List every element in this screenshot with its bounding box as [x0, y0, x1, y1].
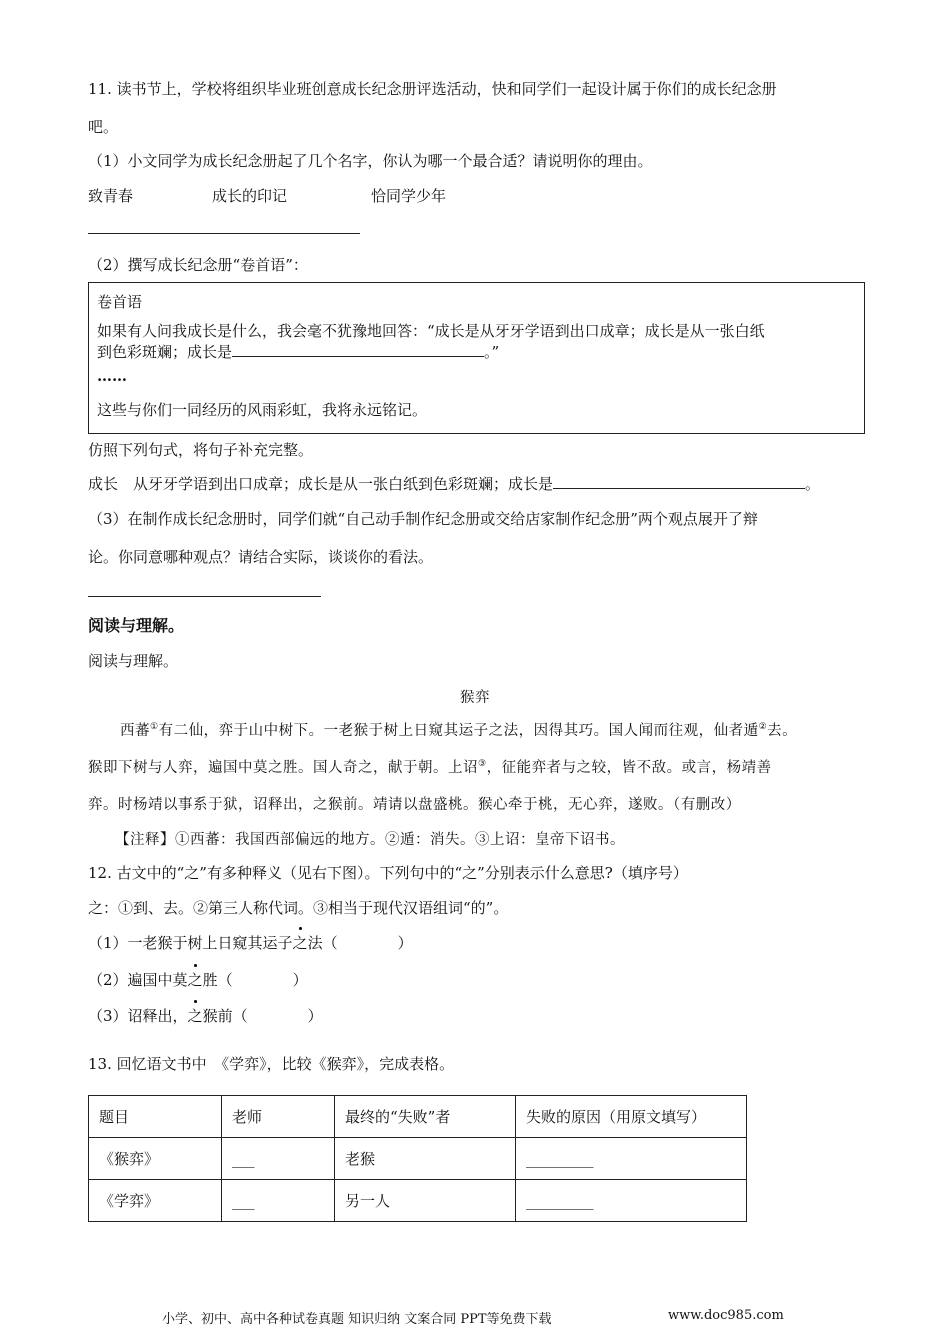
preface-ellipsis: ……	[97, 367, 127, 385]
q11-intro-line2: 吧。	[88, 118, 119, 136]
header-title: 题目	[89, 1096, 222, 1138]
header-loser: 最终的“失败”者	[335, 1096, 516, 1138]
preface-line2-text: 到色彩斑斓；成长是	[97, 343, 233, 361]
header-reason: 失败的原因（用原文填写）	[516, 1096, 747, 1138]
q12-item2-zhi: 之	[187, 971, 203, 989]
q11-intro-line1: 11. 读书节上，学校将组织毕业班创意成长纪念册评选活动，快和同学们一起设计属于你们的成长纪念册	[88, 80, 777, 98]
q11-part3-line1: （3）在制作成长纪念册时，同学们就“自己动手制作纪念册或交给店家制作纪念册”两个观点展开了辩	[88, 510, 758, 528]
name-option-2: 成长的印记	[212, 187, 288, 205]
q12-definitions: 之：①到、去。②第三人称代词。③相当于现代汉语组词“的”。	[88, 899, 509, 917]
preface-line2-end: 。”	[484, 343, 500, 361]
preface-box	[88, 282, 865, 434]
q11-part3-line2: 论。你同意哪种观点？请结合实际，谈谈你的看法。	[88, 548, 434, 566]
para2-text-b: ，征能弈者与之较，皆不敌。或言，杨靖善	[486, 760, 772, 776]
passage-para1	[120, 719, 797, 740]
passage-para3: 弈。时杨靖以事系于狱，诏释出，之猴前。靖请以盘盛桃。猴心牵于桃，无心弈，遂败。（有删改）	[88, 797, 741, 813]
q12-item3	[88, 1005, 323, 1026]
footer-url[interactable]: www.doc985.com	[668, 1308, 784, 1323]
cell-reason-blank[interactable]: _________	[516, 1180, 747, 1222]
note-ref-1: ①	[150, 722, 159, 733]
note-ref-3: ③	[478, 759, 487, 770]
preface-line3: 这些与你们一同经历的风雨彩虹，我将永远铭记。	[97, 401, 428, 419]
cell-title: 《猴弈》	[89, 1138, 222, 1180]
cell-title: 《学弈》	[89, 1180, 222, 1222]
q12-item1-text: （1）一老猴于树上日窥其运子	[88, 934, 293, 952]
q12-item2	[88, 969, 308, 990]
cell-reason-blank[interactable]: _________	[516, 1138, 747, 1180]
cell-teacher-blank[interactable]: ___	[222, 1138, 335, 1180]
reading-heading: 阅读与理解。	[88, 616, 185, 635]
growth-sentence	[88, 473, 820, 494]
preface-line2	[97, 341, 499, 362]
q12-item1-blank[interactable]: 法（ ）	[307, 934, 413, 952]
growth-blank[interactable]	[553, 474, 805, 489]
table-row	[89, 1138, 747, 1180]
growth-sentence-end: 。	[805, 475, 821, 493]
q12-intro: 12. 古文中的“之”有多种释义（见右下图）。下列句中的“之”分别表示什么意思?（填序号）	[88, 864, 688, 882]
q12-item2-blank[interactable]: 胜（ ）	[202, 971, 308, 989]
answer-line-1	[88, 233, 360, 234]
note-ref-2: ②	[758, 722, 768, 733]
passage-notes: 【注释】①西蕃：我国西部偏远的地方。②遁：消失。③上诏：皇帝下诏书。	[115, 832, 625, 848]
reading-subheading: 阅读与理解。	[88, 652, 179, 670]
growth-sentence-text: 成长 从牙牙学语到出口成章；成长是从一张白纸到色彩斑斓；成长是	[88, 475, 554, 493]
cell-loser: 另一人	[335, 1180, 516, 1222]
q11-part1: （1）小文同学为成长纪念册起了几个名字，你认为哪一个最合适？请说明你的理由。	[88, 152, 653, 170]
name-option-3: 恰同学少年	[371, 187, 447, 205]
header-teacher: 老师	[222, 1096, 335, 1138]
footer-text: 小学、初中、高中各种试卷真题 知识归纳 文案合同 PPT等免费下载	[162, 1312, 552, 1327]
preface-title: 卷首语	[97, 293, 143, 311]
table-row	[89, 1180, 747, 1222]
q12-item2-text: （2）遍国中莫	[88, 971, 188, 989]
q12-item1-zhi: 之	[292, 934, 308, 952]
passage-title: 猴弈	[460, 690, 490, 706]
q12-item3-blank[interactable]: 猴前（ ）	[202, 1007, 323, 1025]
q12-item3-text: （3）诏释出，	[88, 1007, 188, 1025]
cell-loser: 老猴	[335, 1138, 516, 1180]
preface-blank[interactable]	[232, 342, 484, 357]
q13-intro: 13. 回忆语文书中 《学弈》，比较《猴弈》，完成表格。	[88, 1055, 455, 1073]
name-option-1: 致青春	[88, 187, 134, 205]
para1-text-c: 去。	[767, 723, 798, 739]
para1-text-a: 西蕃	[120, 723, 150, 739]
table-header-row	[89, 1096, 747, 1138]
cell-teacher-blank[interactable]: ___	[222, 1180, 335, 1222]
answer-line-2	[88, 596, 321, 597]
imitate-instruction: 仿照下列句式，将句子补充完整。	[88, 441, 314, 459]
q12-item3-zhi: 之	[187, 1007, 203, 1025]
q12-item1	[88, 932, 413, 953]
para1-text-b: 有二仙，弈于山中树下。一老猴于树上日窥其运子之法，因得其巧。国人闻而往观，仙者遁	[158, 723, 759, 739]
passage-para2	[88, 756, 772, 777]
para2-text-a: 猴即下树与人弈，遍国中莫之胜。国人奇之，献于朝。上诏	[88, 760, 478, 776]
preface-line1: 如果有人问我成长是什么，我会毫不犹豫地回答：“成长是从牙牙学语到出口成章；成长是从一张白纸	[97, 322, 765, 340]
comparison-table	[88, 1095, 747, 1222]
q11-part2: （2）撰写成长纪念册“卷首语”：	[88, 256, 308, 274]
